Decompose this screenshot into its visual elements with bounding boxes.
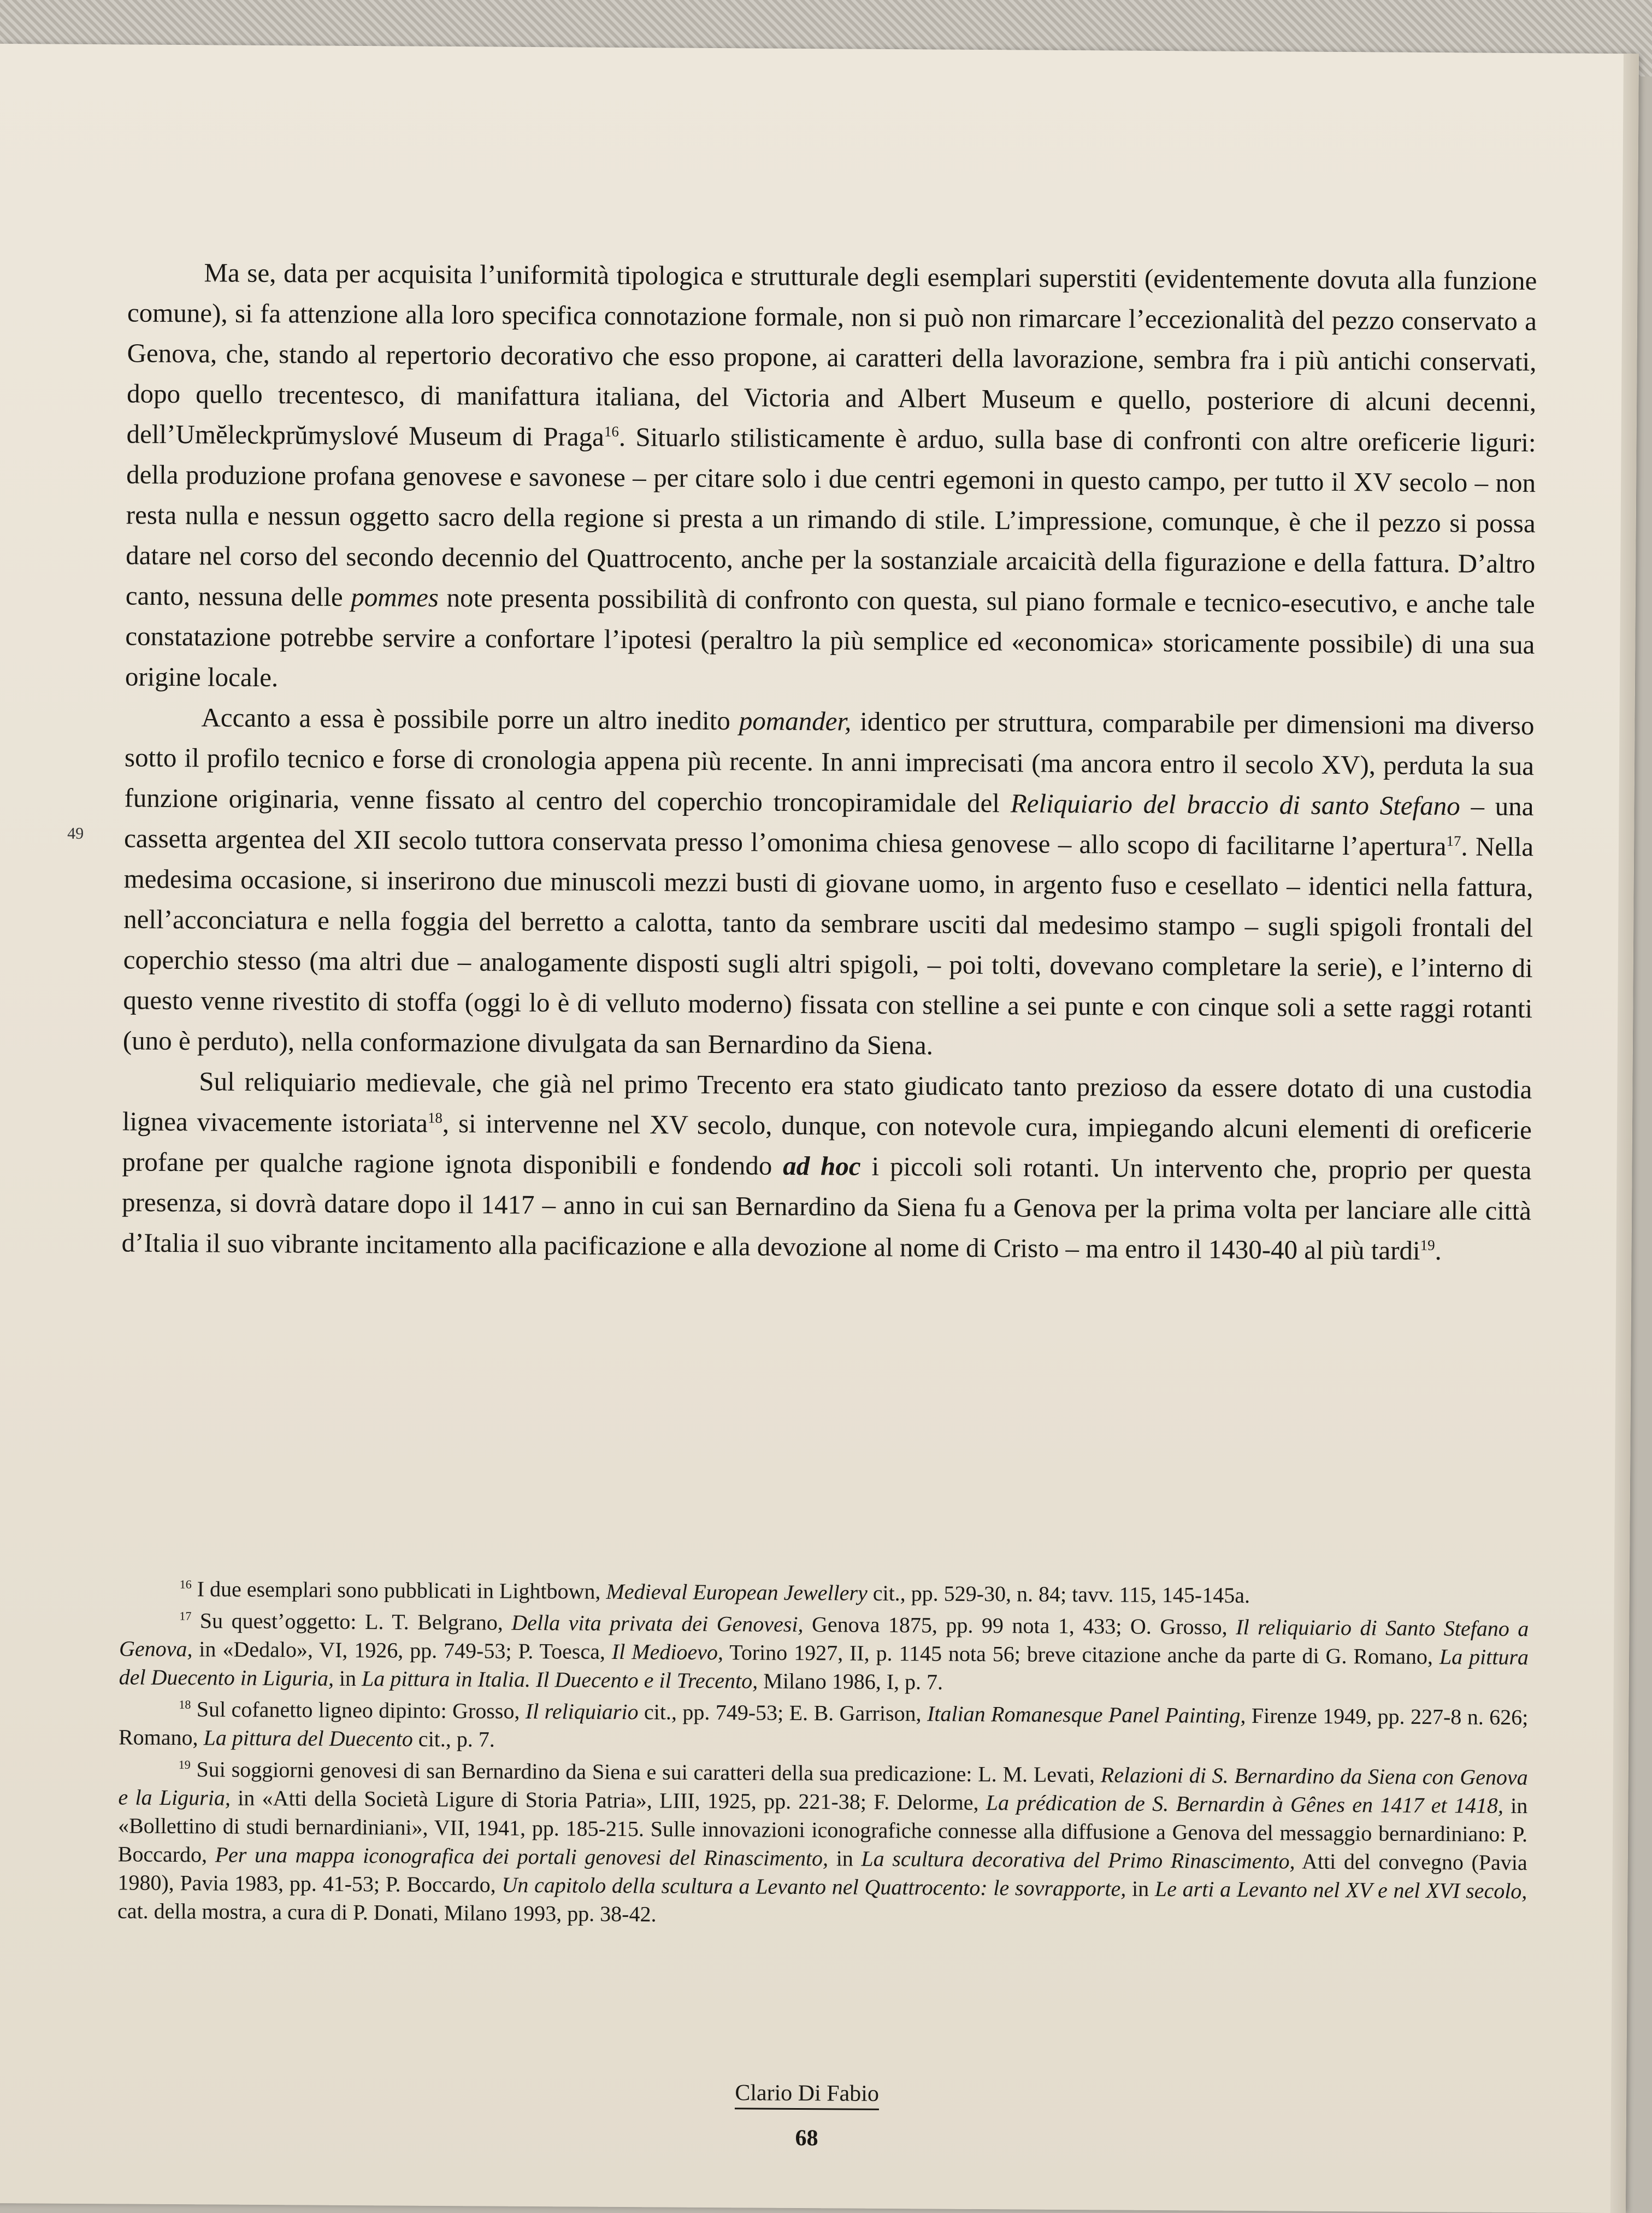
main-text	[121, 252, 1537, 1272]
paragraph-3: Sul reliquiario medievale, che già nel primo Trecento era stato giudicato tanto prezioso da essere dotato di una custodia lignea vivacemente istoriata$^{18}$, si intervenne nel XV secolo, dunque, con notevole cura, impiegando alcuni elementi di oreficerie profane per qualche ragione ignota disponibili e fondendo ad hoc i piccoli soli rotanti. Un intervento che, proprio per questa presenza, si dovrà datare dopo il 1417 – anno in cui san Bernardino da Siena fu a Genova per la prima volta per lanciare alle città d’Italia il suo vibrante incitamento alla pacificazione e alla devozione al nome di Cristo – ma entro il 1430-40 al più tardi$^{19}$.	[121, 1066, 1532, 1266]
paragraph-1: Ma se, data per acquisita l’uniformità tipologica e strutturale degli esemplari superstiti (evidentemente dovuta alla funzione comune), si fa attenzione alla loro specifica connotazione formale, non si può non rimarcare l’eccezionalità del pezzo conservato a Genova, che, stando al repertorio decorativo che esso propone, ai caratteri della lavorazione, sembra fra i più antichi conservati, dopo quello trecentesco, di manifattura italiana, del Victoria and Albert Museum e quello, posteriore di alcuni decenni, dell’Umĕleckprŭmyslové Museum di Praga$^{16}$. Situarlo stilisticamente è arduo, sulla base di confronti con altre oreficerie liguri: della produzione profana genovese e savonese – per citare solo i due centri egemoni in questo campo, per tutto il XV secolo – non resta nulla e nessun oggetto sacro della regione si presta a un rimando di stile. L’impressione, comunque, è che il pezzo si possa datare nel corso del secondo decennio del Quattrocento, anche per la sostanziale arcaicità della figurazione e della fattura. D’altro canto, nessuna delle pommes note presenta possibilità di confronto con questa, sul piano formale e tecnico-esecutivo, e anche tale constatazione potrebbe servire a confortare l’ipotesi (peraltro la più semplice ed «economica» storicamente possibile) di una sua origine locale.	[125, 257, 1537, 693]
footnote-ref-16: 16	[604, 423, 619, 440]
footer-author: Clario Di Fabio	[0, 2075, 1626, 2111]
margin-figure-number: 49	[67, 824, 84, 843]
footnote-16: $^{16}$ I due esemplari sono pubblicati in Lightbown, Medieval European Jewellery cit., pp. 529-30, n. 84; tavv. 115, 145-145a.	[179, 1576, 1250, 1608]
footnote-ref-18: 18	[427, 1109, 443, 1126]
footnote-17: $^{17}$ Su quest’oggetto: L. T. Belgrano, Della vita privata dei Genovesi, Genova 1875, pp. 99 nota 1, 433; O. Grosso, Il reliquiario di Santo Stefano a Genova, in «Dedalo», VI, 1926, pp. 749-53; P. Toesca, Il Medioevo, Torino 1927, II, p. 1145 nota 56; breve citazione anche da parte di G. Romano, La pittura del Duecento in Liguria, in La pittura in Italia. Il Duecento e il Trecento, Milano 1986, I, p. 7.	[119, 1608, 1529, 1694]
page-number: 68	[795, 2125, 818, 2151]
paragraph-2: Accanto a essa è possibile porre un altro inedito pomander, identico per struttura, comparabile per dimensioni ma diverso sotto il profilo tecnico e forse di cronologia appena più recente. In anni imprecisati (ma ancora entro il secolo XV), perduta la sua funzione originaria, venne fissato al centro del coperchio troncopiramidale del Reliquiario del braccio di santo Stefano – una cassetta argentea del XII secolo tuttora conservata presso l’omonima chiesa genovese – allo scopo di facilitarne l’apertura$^{17}$. Nella medesima occasione, si inserirono due minuscoli mezzi busti di giovane uomo, in argento fuso e cesellato – identici nella fattura, nell’acconciatura e nella foggia del berretto a calotta, tanto da sembrare usciti dal medesimo stampo – sugli spigoli frontali del coperchio stesso (ma altri due – analogamente disposti sugli altri spigoli, – poi tolti, dovevano completare la serie), e l’interno di questo venne rivestito di stoffa (oggi lo è di velluto moderno) fissata con stelline a sei punte e con cinque soli a sette raggi rotanti (uno è perduto), nella conformazione divulgata da san Bernardino da Siena.	[122, 702, 1535, 1061]
book-page	[0, 44, 1639, 2213]
footnote-19: $^{19}$ Sui soggiorni genovesi di san Bernardino da Siena e sui caratteri della sua predicazione: L. M. Levati, Relazioni di S. Bernardino da Siena con Genova e la Liguria, in «Atti della Società Ligure di Storia Patria», LIII, 1925, pp. 221-38; F. Delorme, La prédication de S. Bernardin à Gênes en 1417 et 1418, in «Bollettino di studi bernardiniani», VII, 1941, pp. 185-215. Sulle innovazioni iconografiche connesse alla diffusione a Genova del messaggio bernardiniano: P. Boccardo, Per una mappa iconografica dei portali genovesi del Rinascimento, in La scultura decorativa del Primo Rinascimento, Atti del convegno (Pavia 1980), Pavia 1983, pp. 41-53; P. Boccardo, Un capitolo della scultura a Levanto nel Quattrocento: le sovrapporte, in Le arti a Levanto nel XV e nel XVI secolo, cat. della mostra, a cura di P. Donati, Milano 1993, pp. 38-42.	[117, 1757, 1528, 1927]
footnote-ref-17: 17	[1446, 832, 1461, 850]
footnote-ref-19: 19	[1420, 1237, 1435, 1253]
footnotes	[117, 1574, 1529, 1937]
footnote-18: $^{18}$ Sul cofanetto ligneo dipinto: Grosso, Il reliquiario cit., pp. 749-53; E. B. Garrison, Italian Romanesque Panel Painting, Firenze 1949, pp. 227-8 n. 626; Romano, La pittura del Duecento cit., p. 7.	[118, 1697, 1529, 1752]
page-edge	[1610, 54, 1639, 2213]
